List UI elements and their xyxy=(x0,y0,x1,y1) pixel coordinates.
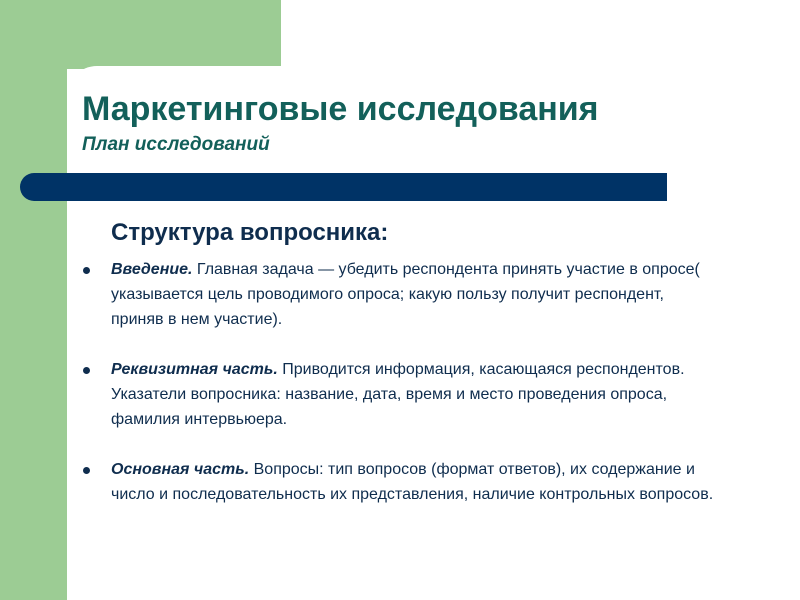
section-heading: Структура вопросника: xyxy=(111,219,389,246)
bullet-list xyxy=(80,257,720,532)
bullet-text: Приводится информация, касающаяся респондентов. Указатели вопросника: название, дата, время и место проведения опроса, фамилия интервьюера. xyxy=(111,361,685,428)
bullet-item-introduction xyxy=(80,257,720,332)
slide-subtitle: План исследований xyxy=(82,134,270,155)
bullet-dot-icon xyxy=(83,267,90,274)
bullet-lead: Введение. xyxy=(111,261,193,278)
bullet-item-requisites xyxy=(80,357,720,432)
decor-green-side xyxy=(0,0,67,600)
slide-title: Маркетинговые исследования xyxy=(82,90,599,128)
title-divider-bar xyxy=(20,173,667,201)
bullet-item-main-part xyxy=(80,457,720,507)
bullet-lead: Реквизитная часть. xyxy=(111,361,278,378)
bullet-lead: Основная часть. xyxy=(111,461,250,478)
bullet-text: Вопросы: тип вопросов (формат ответов), их содержание и число и последовательность их представления, наличие контрольных вопросов. xyxy=(111,461,714,503)
bullet-dot-icon xyxy=(83,367,90,374)
bullet-dot-icon xyxy=(83,467,90,474)
bullet-text: Главная задача — убедить респондента принять участие в опросе( указывается цель проводимого опроса; какую пользу получит респондент, приняв в нем участие). xyxy=(111,261,700,328)
